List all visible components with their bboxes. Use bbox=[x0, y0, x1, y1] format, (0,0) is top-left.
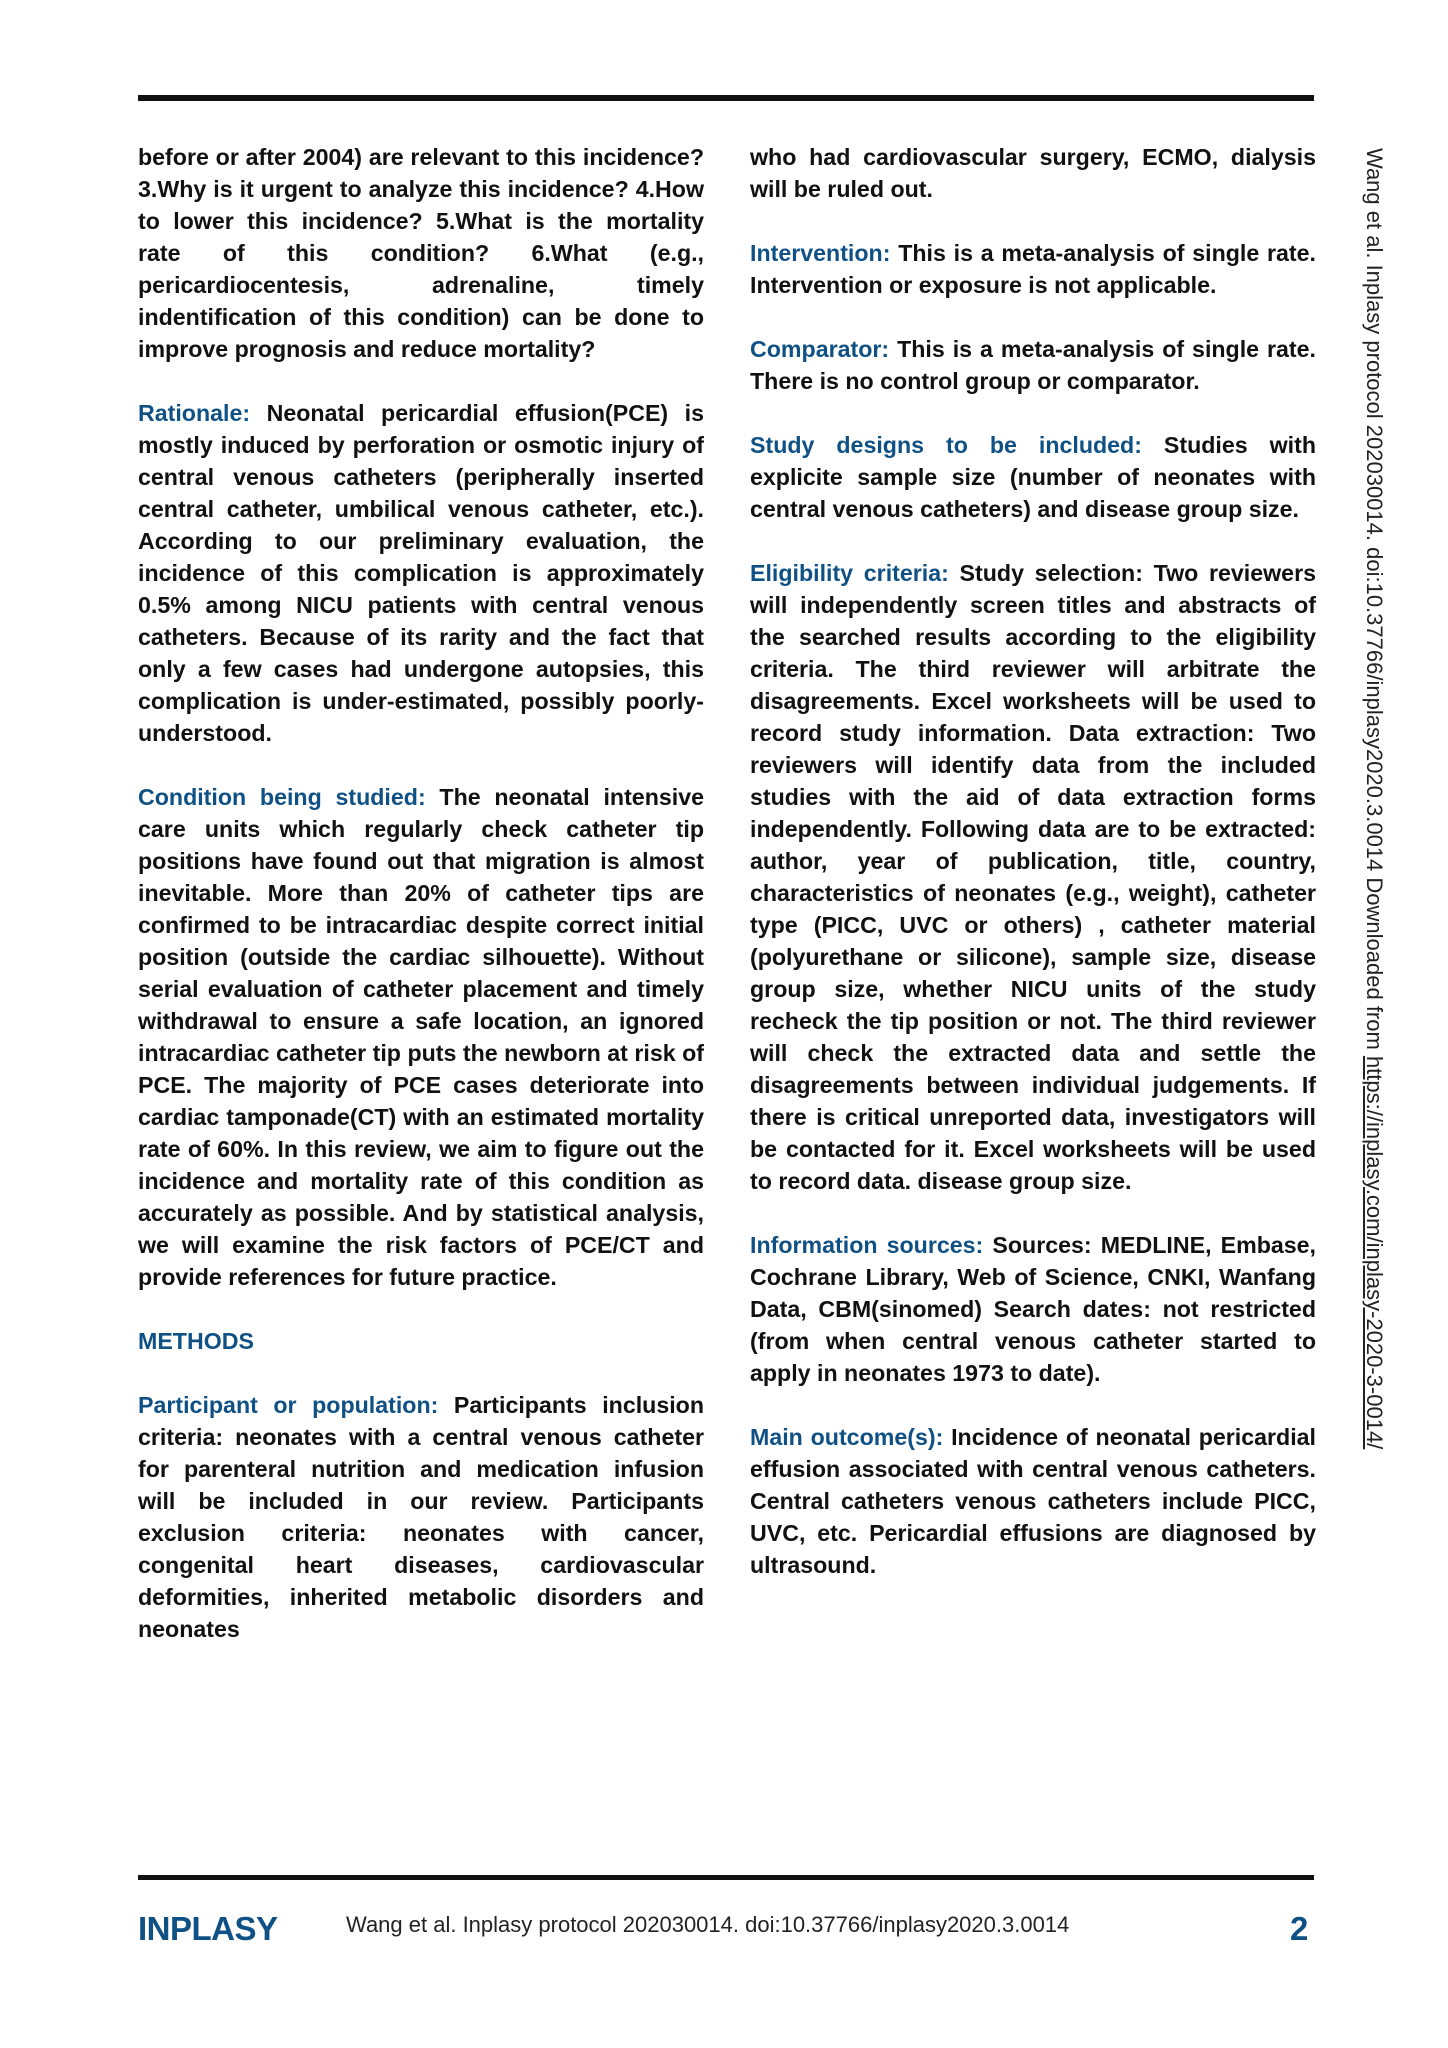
intervention-section bbox=[750, 237, 1316, 301]
top-rule bbox=[138, 95, 1314, 101]
rationale-section bbox=[138, 397, 704, 749]
footer-citation: Wang et al. Inplasy protocol 202030014. doi:10.37766/inplasy2020.3.0014 bbox=[346, 1912, 1070, 1937]
condition-text: The neonatal intensive care units which regularly check catheter tip positions have found out that migration is almost inevitable. More than 20% of catheter tips are confirmed to be intracardiac despite correct initial position (outside the cardiac silhouette). Without serial evaluation of catheter placement and timely withdrawal to ensure a safe location, an ignored intracardiac catheter tip puts the newborn at risk of PCE. The majority of PCE cases deteriorate into cardiac tamponade(CT) with an estimated mortality rate of 60%. In this review, we aim to figure out the incidence and mortality rate of this condition as accurately as possible. And by statistical analysis, we will examine the risk factors of PCE/CT and provide references for future practice. bbox=[138, 784, 704, 1290]
participant-text: Participants inclusion criteria: neonates with a central venous catheter for parenteral nutrition and medication infusion will be included in our review. Participants exclusion criteria: neonates with cancer, congenital heart diseases, cardiovascular deformities, inherited metabolic disorders and neonates bbox=[138, 1392, 704, 1642]
continued-paragraph: who had cardiovascular surgery, ECMO, dialysis will be ruled out. bbox=[750, 144, 1316, 202]
methods-heading: METHODS bbox=[138, 1328, 254, 1354]
participant-section bbox=[138, 1389, 704, 1645]
main-outcomes-section bbox=[750, 1421, 1316, 1581]
left-column bbox=[138, 141, 704, 1677]
intervention-label: Intervention: bbox=[750, 240, 891, 266]
condition-label: Condition being studied: bbox=[138, 784, 426, 810]
eligibility-label: Eligibility criteria: bbox=[750, 560, 949, 586]
main-outcomes-label: Main outcome(s): bbox=[750, 1424, 944, 1450]
participant-label: Participant or population: bbox=[138, 1392, 439, 1418]
study-designs-text: Studies with explicite sample size (number of neonates with central venous catheters) and disease group size. bbox=[750, 432, 1316, 522]
information-sources-section bbox=[750, 1229, 1316, 1389]
side-download-note bbox=[1361, 148, 1387, 1449]
main-outcomes-text: Incidence of neonatal pericardial effusion associated with central venous catheters. Central catheters venous catheters include PICC, UVC, etc. Pericardial effusions are diagnosed by ultrasound. bbox=[750, 1424, 1316, 1578]
side-note-text: Wang et al. Inplasy protocol 202030014. doi:10.37766/inplasy2020.3.0014 Downloaded from bbox=[1362, 148, 1387, 1056]
footer-brand-logo: INPLASY bbox=[138, 1910, 278, 1947]
rationale-label: Rationale: bbox=[138, 400, 251, 426]
right-column bbox=[750, 141, 1316, 1613]
comparator-label: Comparator: bbox=[750, 336, 890, 362]
comparator-text: This is a meta-analysis of single rate. There is no control group or comparator. bbox=[750, 336, 1316, 394]
information-sources-label: Information sources: bbox=[750, 1232, 984, 1258]
intro-paragraph: before or after 2004) are relevant to this incidence? 3.Why is it urgent to analyze this incidence? 4.How to lower this incidence? 5.What is the mortality rate of this condition? 6.What (e.g., pericardiocentesis, adrenaline, timely indentification of this condition) can be done to improve prognosis and reduce mortality? bbox=[138, 144, 704, 362]
information-sources-text: Sources: MEDLINE, Embase, Cochrane Library, Web of Science, CNKI, Wanfang Data, CBM(sinomed) Search dates: not restricted (from when central venous catheter started to apply in neonates 1973 to date). bbox=[750, 1232, 1317, 1386]
rationale-text: Neonatal pericardial effusion(PCE) is mostly induced by perforation or osmotic injury of central venous catheters (peripherally inserted central catheter, umbilical venous catheter, etc.). According to our preliminary evaluation, the incidence of this complication is approximately 0.5% among NICU patients with central venous catheters. Because of its rarity and the fact that only a few cases had undergone autopsies, this complication is under-estimated, possibly poorly-understood. bbox=[138, 400, 704, 746]
page-number: 2 bbox=[1290, 1910, 1309, 1947]
eligibility-section bbox=[750, 557, 1316, 1197]
eligibility-text: Study selection: Two reviewers will independently screen titles and abstracts of the searched results according to the eligibility criteria. The third reviewer will arbitrate the disagreements. Excel worksheets will be used to record study information. Data extraction: Two reviewers will identify data from the included studies with the aid of data extraction forms independently. Following data are to be extracted: author, year of publication, title, country, characteristics of neonates (e.g., weight), catheter type (PICC, UVC or others) , catheter material (polyurethane or silicone), sample size, disease group size, whether NICU units of the study recheck the tip position or not. The third reviewer will check the extracted data and settle the disagreements between individual judgements. If there is critical unreported data, investigators will be contacted for it. Excel worksheets will be used to record data. disease group size. bbox=[750, 560, 1316, 1194]
condition-section bbox=[138, 781, 704, 1293]
bottom-rule bbox=[138, 1875, 1314, 1880]
study-designs-section bbox=[750, 429, 1316, 525]
intervention-text: This is a meta-analysis of single rate. Intervention or exposure is not applicable. bbox=[750, 240, 1316, 298]
comparator-section bbox=[750, 333, 1316, 397]
inplasy-link[interactable]: https://inplasy.com/inplasy-2020-3-0014/ bbox=[1362, 1055, 1387, 1450]
study-designs-label: Study designs to be included: bbox=[750, 432, 1142, 458]
